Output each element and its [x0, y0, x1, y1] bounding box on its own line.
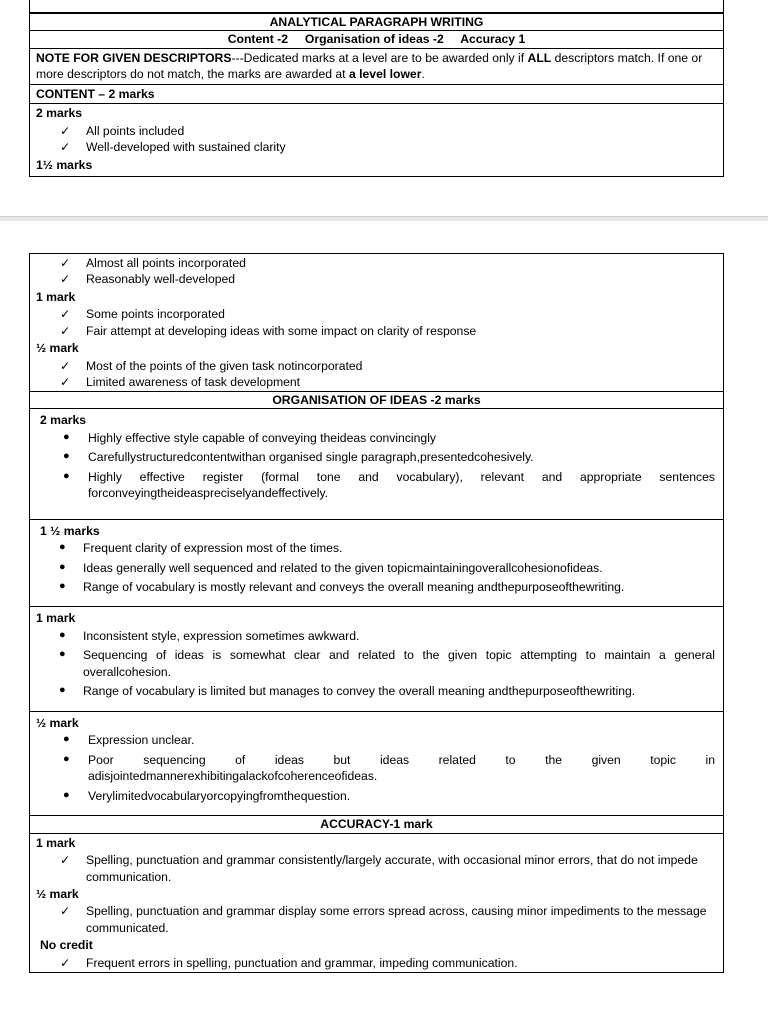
level-label: 2 marks: [40, 413, 87, 428]
list-item: [30, 271, 723, 287]
bullet-icon: ●: [59, 648, 66, 661]
org-level-1-5: [29, 520, 724, 608]
organisation-heading-text: ORGANISATION OF IDEAS -2 marks: [272, 392, 481, 407]
level-label: ½ mark: [36, 887, 79, 901]
list-item: [30, 449, 723, 465]
tick-list: [30, 955, 723, 971]
list-item: [30, 752, 723, 785]
bullet-list: [30, 540, 723, 595]
bullet-icon: ●: [63, 450, 70, 463]
level-label: 1 mark: [36, 835, 76, 850]
bullet-icon: ●: [63, 733, 70, 746]
list-item-text: Inconsistent style, expression sometimes awkward.: [83, 628, 360, 643]
marks-breakdown-text: Content -2 Organisation of ideas -2 Accuracy 1: [227, 32, 526, 47]
list-item-text: Reasonably well-developed: [86, 272, 236, 287]
list-item-text: Highly effective style capable of conveying theideas convincingly: [88, 430, 436, 445]
tick-list: [30, 255, 723, 288]
rubric-page-1: [29, 0, 724, 177]
tick-list: [30, 852, 723, 885]
list-item-text: Well-developed with sustained clarity: [86, 140, 286, 155]
tick-list: [30, 306, 723, 339]
rubric-title-text: ANALYTICAL PARAGRAPH WRITING: [269, 15, 484, 29]
tick-icon: ✓: [60, 904, 71, 919]
bullet-icon: ●: [59, 560, 66, 573]
note-text-a: ---Dedicated marks at a level are to be awarded only if: [231, 50, 528, 65]
marks-breakdown: [29, 31, 724, 48]
list-item-text: Most of the points of the given task notincorporated: [86, 358, 363, 373]
tick-icon: ✓: [60, 256, 71, 270]
list-item: [30, 579, 723, 595]
list-item: [30, 123, 723, 139]
list-item: [30, 560, 723, 576]
level-label: ½ mark: [36, 715, 79, 730]
accuracy-levels: [29, 834, 724, 974]
bullet-icon: ●: [63, 430, 70, 443]
org-level-half: [29, 712, 724, 816]
tick-list: [30, 123, 723, 156]
list-item: [30, 788, 723, 804]
list-item-text: All points included: [86, 123, 185, 138]
list-item-text: Expression unclear.: [88, 733, 195, 748]
bullet-icon: ●: [59, 541, 66, 554]
tick-icon: ✓: [60, 358, 71, 373]
list-item: [30, 255, 723, 271]
note-text-b: descriptors match. If one or more descriptors do not match, the marks are awarded at: [36, 50, 703, 82]
list-item: [30, 358, 723, 374]
tick-icon: ✓: [60, 140, 71, 155]
top-cell-spacer: [29, 0, 724, 13]
list-item-text: Spelling, punctuation and grammar consistently/largely accurate, with occasional minor errors, that do not impede communication.: [86, 853, 698, 884]
list-item: [30, 323, 723, 339]
bullet-list: [30, 628, 723, 700]
list-item-text: Carefullystructuredcontentwithan organised single paragraph,presentedcohesively.: [88, 450, 534, 465]
level-label: 1½ marks: [36, 157, 93, 172]
list-item: [30, 732, 723, 748]
tick-icon: ✓: [60, 123, 71, 138]
list-item: [30, 374, 723, 390]
level-label: 1 ½ marks: [40, 523, 100, 538]
content-levels: [29, 104, 724, 177]
list-item: [30, 852, 715, 885]
list-item: [30, 683, 723, 699]
list-item: [30, 628, 723, 644]
list-item-text: Verylimitedvocabularyorcopyingfromthequestion.: [88, 788, 351, 803]
list-item-text: Frequent clarity of expression most of the times.: [83, 541, 343, 556]
list-item: [30, 955, 723, 971]
note-label: NOTE FOR GIVEN DESCRIPTORS: [36, 50, 232, 65]
list-item-text: Poor sequencing of ideas but ideas related to the given topic in adisjointedmannerexhibitingalackofcoherenceofideas.: [88, 752, 715, 784]
list-item-text: Fair attempt at developing ideas with some impact on clarity of response: [86, 323, 477, 338]
bullet-list: [30, 430, 723, 502]
list-item: [30, 540, 723, 556]
tick-icon: ✓: [60, 853, 71, 868]
list-item-text: Ideas generally well sequenced and related to the given topicmaintainingoverallcohesionofideas.: [83, 560, 603, 575]
level-label: ½ mark: [36, 341, 79, 356]
note-all: ALL: [527, 50, 552, 65]
rubric-page-2: [29, 253, 724, 973]
tick-list: [30, 358, 723, 391]
level-label: 1 mark: [36, 611, 76, 626]
tick-icon: ✓: [60, 272, 71, 287]
list-item: [30, 647, 723, 680]
note-text-c: .: [421, 67, 425, 82]
content-heading-text: CONTENT – 2 marks: [36, 86, 155, 101]
bullet-icon: ●: [63, 752, 70, 765]
list-item: [30, 139, 723, 155]
list-item-text: Frequent errors in spelling, punctuation and grammar, impeding communication.: [86, 955, 518, 970]
list-item-text: Highly effective register (formal tone and vocabulary), relevant and appropriate sentences forconveyingtheideaspreciselyandeffectively.: [88, 469, 715, 501]
level-label: 1 mark: [36, 289, 76, 304]
content-continued: [29, 253, 724, 392]
list-item-text: Almost all points incorporated: [86, 256, 246, 270]
list-item-text: Spelling, punctuation and grammar display some errors spread across, causing minor impediments to the message communicated.: [86, 904, 707, 935]
rubric-title: [29, 13, 724, 31]
descriptor-note: [29, 49, 724, 85]
list-item: [30, 306, 723, 322]
list-item: [30, 903, 715, 936]
accuracy-heading: [29, 816, 724, 833]
bullet-icon: ●: [59, 628, 66, 641]
bullet-list: [30, 732, 723, 804]
list-item-text: Sequencing of ideas is somewhat clear and related to the given topic attempting to maintain a general overallcohesion.: [83, 648, 715, 679]
bullet-icon: ●: [59, 684, 66, 697]
list-item: [30, 469, 723, 502]
organisation-heading: [29, 392, 724, 409]
org-level-1: [29, 607, 724, 711]
tick-icon: ✓: [60, 323, 71, 338]
level-label: 2 marks: [36, 106, 83, 121]
list-item-text: Range of vocabulary is mostly relevant and conveys the overall meaning andthepurposeofthewriting.: [83, 579, 625, 594]
tick-icon: ✓: [60, 955, 71, 970]
tick-icon: ✓: [60, 375, 71, 390]
org-level-2: [29, 409, 724, 519]
level-label: No credit: [40, 938, 93, 953]
list-item: [30, 430, 723, 446]
page-break: [0, 216, 768, 221]
tick-list: [30, 903, 723, 936]
list-item-text: Limited awareness of task development: [86, 375, 301, 390]
list-item-text: Range of vocabulary is limited but manages to convey the overall meaning andthepurposeofthewriting.: [83, 684, 636, 699]
bullet-icon: ●: [59, 579, 66, 592]
accuracy-heading-text: ACCURACY-1 mark: [320, 817, 433, 832]
bullet-icon: ●: [63, 788, 70, 801]
list-item-text: Some points incorporated: [86, 307, 225, 322]
tick-icon: ✓: [60, 307, 71, 322]
note-level-lower: a level lower: [348, 67, 422, 82]
content-heading: [29, 85, 724, 104]
bullet-icon: ●: [63, 469, 70, 482]
